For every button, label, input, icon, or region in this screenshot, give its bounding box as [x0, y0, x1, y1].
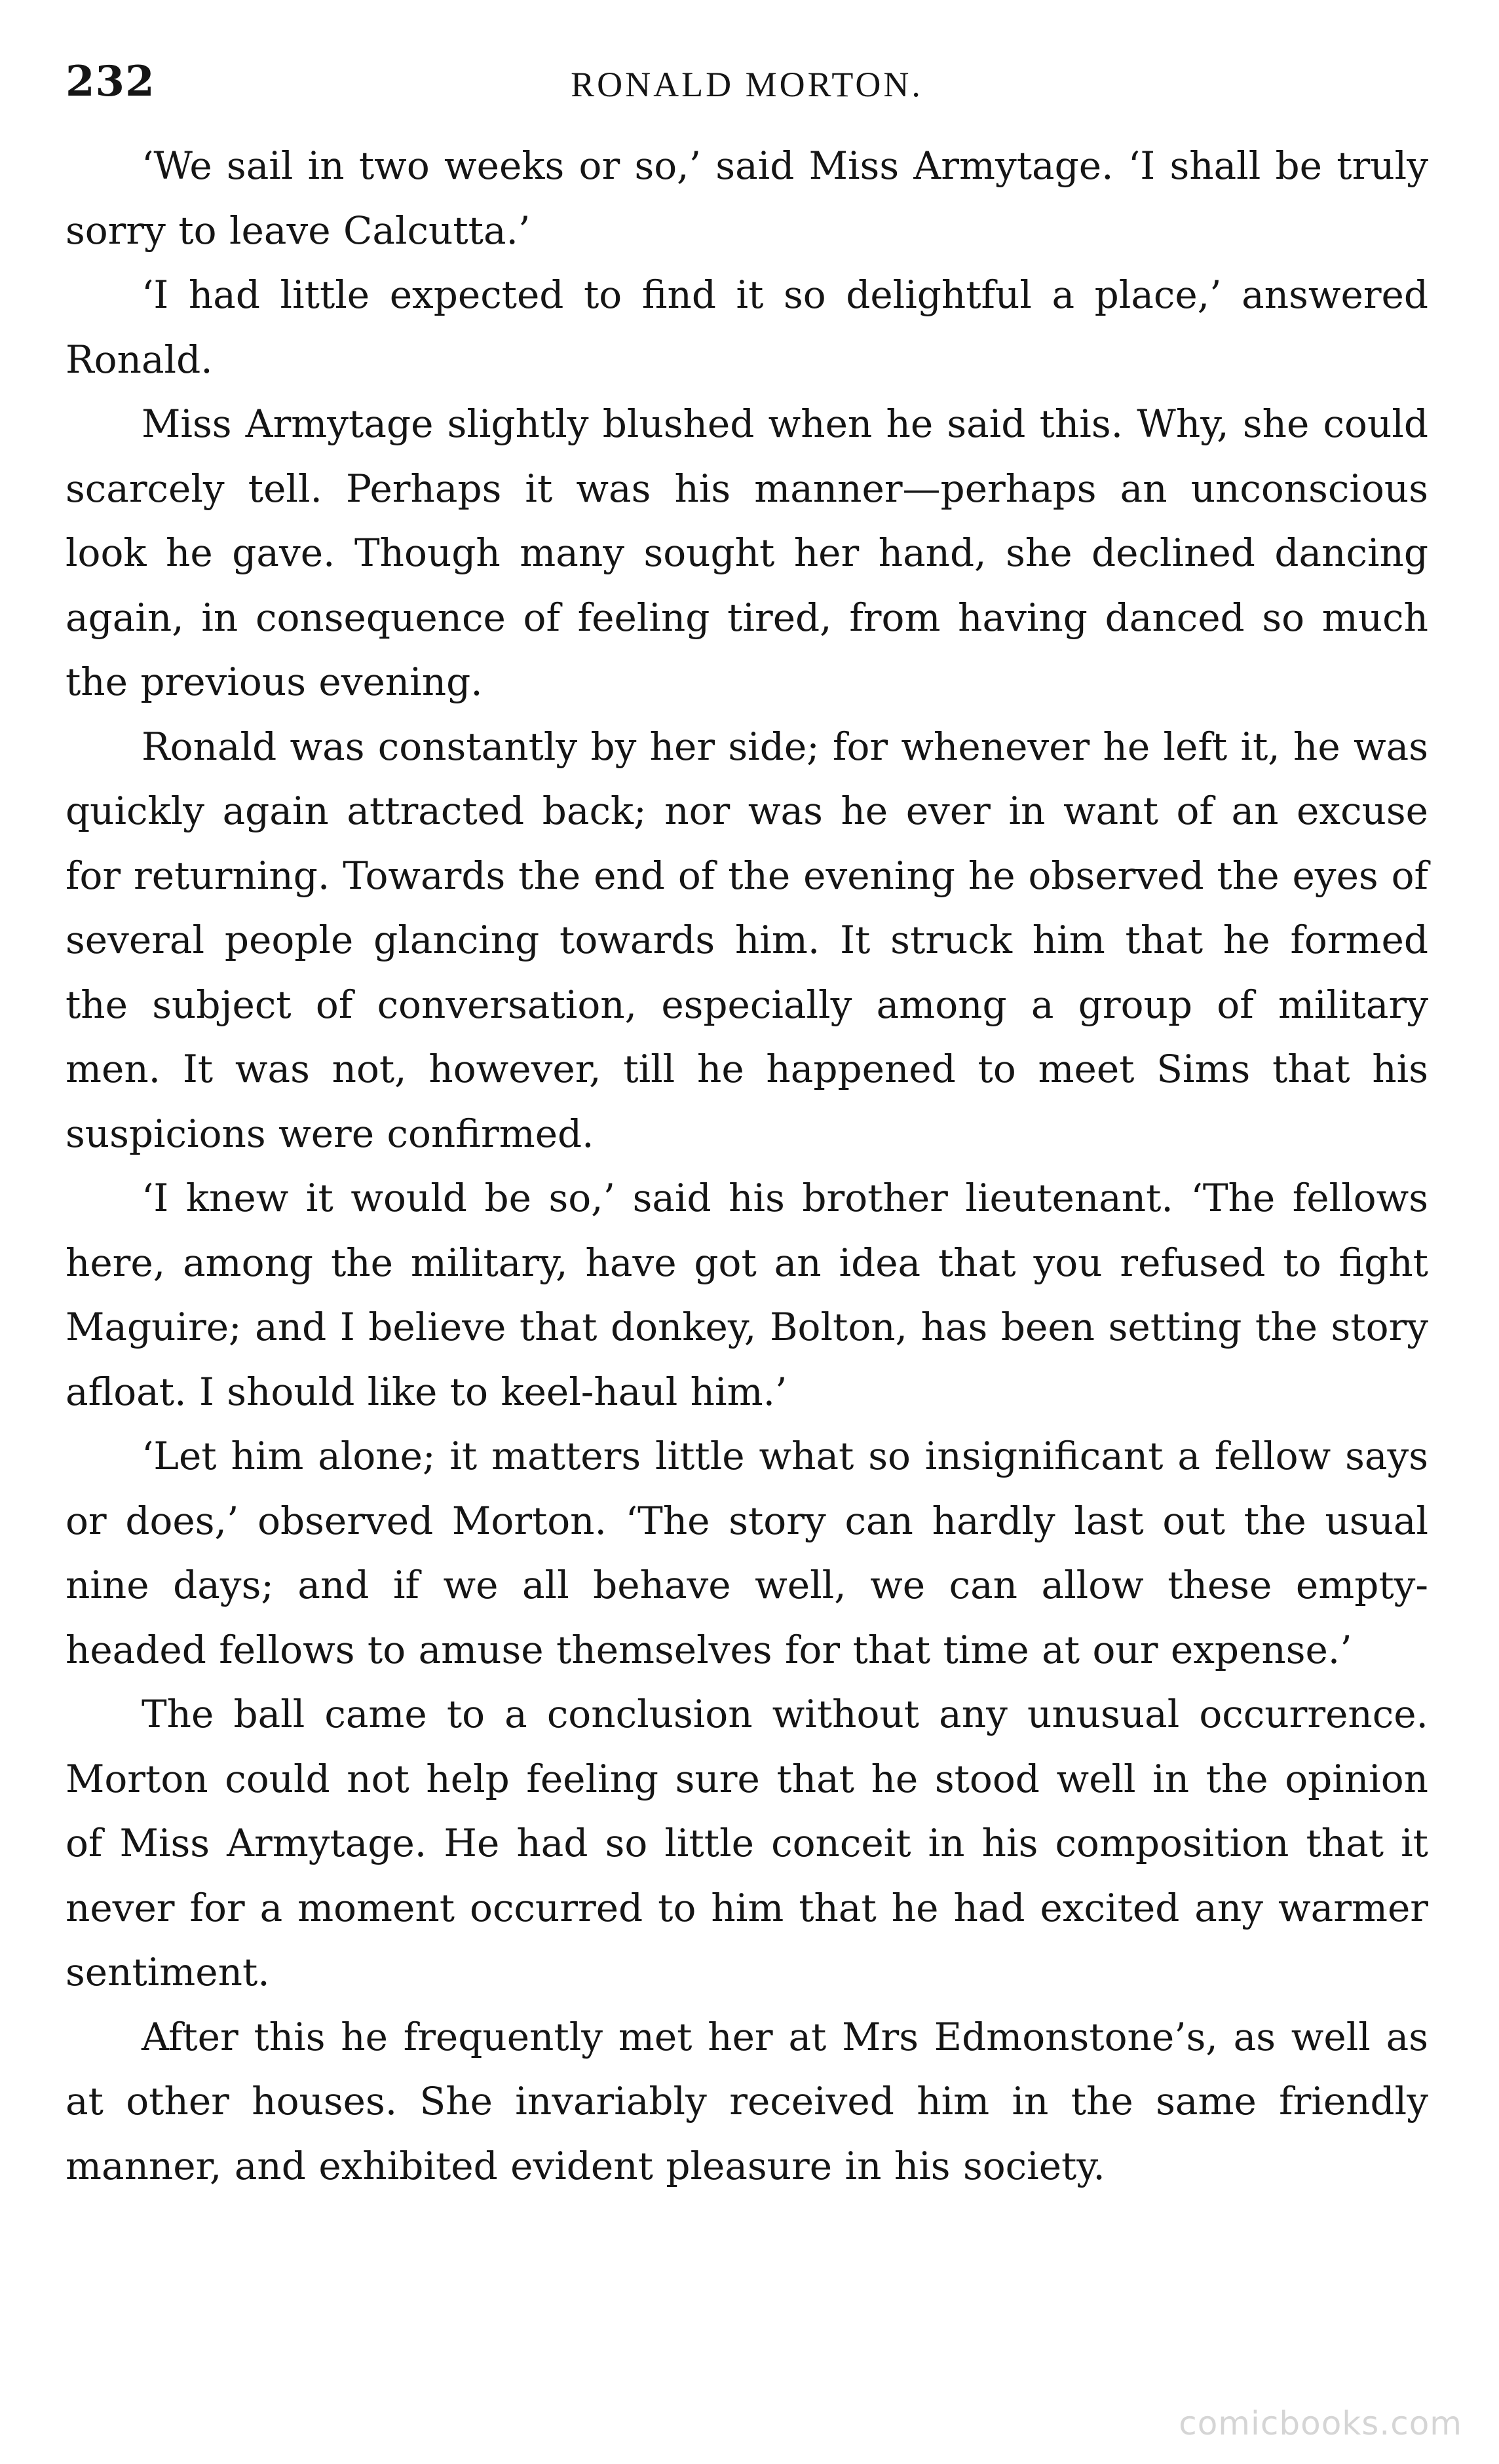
paragraph: ‘I knew it would be so,’ said his brother lieutenant. ‘The fellows here, among the military, have got an idea that you refused to fight Maguire; and I believe that donkey, Bolton, has been setting the story afloat. I should like to keel-haul him.’ [66, 1176, 1428, 1414]
paragraph: Ronald was constantly by her side; for whenever he left it, he was quickly again attracted back; nor was he ever in want of an excuse for returning. Towards the end of the evening he observed the eyes of several people glancing towards him. It struck him that he formed the subject of conversation, especially among a group of military men. It was not, however, till he happened to meet Sims that his suspicions were confirmed. [66, 724, 1428, 1156]
paragraph: After this he frequently met her at Mrs Edmonstone’s, as well as at other houses. She invariably received him in the same friendly manner, and exhibited evident pleasure in his society. [66, 2014, 1428, 2188]
watermark: comicbooks.com [1179, 2404, 1462, 2442]
paragraph: ‘I had little expected to find it so delightful a place,’ answered Ronald. [66, 272, 1428, 382]
page-number: 232 [66, 57, 155, 106]
paragraph: ‘We sail in two weeks or so,’ said Miss Armytage. ‘I shall be truly sorry to leave Calcutta.’ [66, 143, 1428, 253]
body-text [66, 134, 1428, 2198]
paragraph: ‘Let him alone; it matters little what so insignificant a fellow says or does,’ observed Morton. ‘The story can hardly last out the usual nine days; and if we all behave well, we can allow these empty-headed fellows to amuse themselves for that time at our expense.’ [66, 1434, 1428, 1672]
paragraph: The ball came to a conclusion without any unusual occurrence. Morton could not help feeling sure that he stood well in the opinion of Miss Armytage. He had so little conceit in his composition that it never for a moment occurred to him that he had excited any warmer sentiment. [66, 1692, 1428, 1994]
running-title: RONALD MORTON. [571, 65, 923, 104]
paragraph: Miss Armytage slightly blushed when he said this. Why, she could scarcely tell. Perhaps it was his manner—perhaps an unconscious look he gave. Though many sought her hand, she declined dancing again, in consequence of feeling tired, from having danced so much the previous evening. [66, 401, 1428, 704]
running-head [66, 52, 1428, 111]
